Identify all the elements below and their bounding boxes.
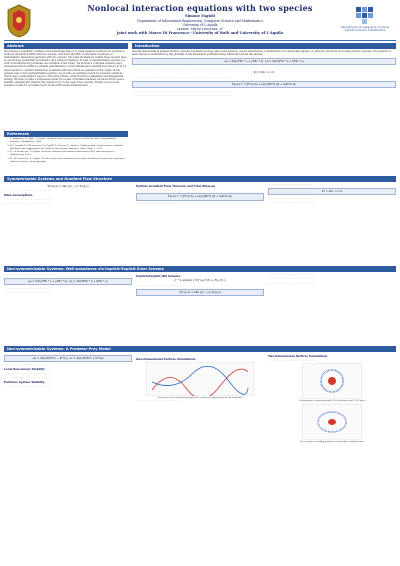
introduction-body: Several phenomena in present physics, cell and population biology, and social sciences, can be described by a distribution of N interacting agents, or particles. We focus on models with two species. The position of each species is determined by the gradient of the interaction potential acting within and across the species. ∂ₜρ = div(ρ∇H₁ * ρ + ρ∇K₁ * η), ∂ₜη = div(η∇H₂ * η + η∇K₂ * ρ) · · · · · · · · · · · · · · · · · · · · · · · · · · · · · · · · · · · · · · · · · · · · · · · · · · · · · · · · · · · · · · · · · · K₂ = αK₁, α > 0 · · · · · · · · · · · · · · · · · · · · · · · · · · · · · · · · · · · · · · · · · · · · · · · · · · · · · · · · · · · · · · · · · · F(ρ,η) = ½∫H₁*ρ dρ + (α/2)∫H₂*η dη + α∫K₁*η dρ · · · · · · · · · · · · · · · · · · · · · · · · · · · · · · · · · · · · · · · · · · · · · · · · · · · · · · · · · · · · · · · · · · · · · · · · · · · · · · · · · · · · · · · · · · · · · · · · · · · · · · · · · · · · · · · · · · · · · · · · · · · · · · · · · · · ·	[132, 50, 396, 174]
pp-col-2: · · · · · · · · · · · · · · · · · · · · · · · · · · · · · · · One-Dimensional Particle Simulations Two-species one-dimensional particle evolution: segregation of the densities. · · · · · · · · · · · · · · · · · · · · · · · · · · · · · · ·	[136, 353, 264, 563]
references-heading: References	[4, 131, 128, 137]
department-logo-text: Dipartimento di Ingegneria e Scienze dell'Informazione e Matematica	[340, 26, 390, 32]
equation-predator: ∂ₜu = div(u∇(H₁*u − K₁*v)), ∂ₜv = div(v∇(H₂*v + K₂*u))	[4, 355, 132, 362]
introduction-heading: Introduction	[132, 43, 396, 49]
intro-text: Several phenomena in present physics, cell and population biology, and social sciences, can be described by a distribution of N interacting agents, or particles. We focus on models with two species. The position of each species is determined by the gradient of the interaction potential acting within and across the species.	[132, 50, 391, 57]
symmetrizable-heading: Symmetrizable Systems and Gradient Flow Structure	[4, 176, 396, 182]
department: Department of Information Engineering, Computer Science and Mathematics	[137, 19, 263, 23]
predator-prey-heading: Non-symmetrizable Systems: A Predator-Prey Model	[4, 346, 396, 352]
authors: Simone Fagioli	[185, 14, 215, 18]
poster-title: Nonlocal interaction equations with two species	[87, 3, 313, 13]
caption-prey-regions: Prey regions avoiding predators and stable configuration.	[299, 439, 365, 443]
equation-wasserstein: W₂²(μ,ν) = min ∫|x − y|² dγ(x,y)	[47, 184, 89, 188]
particles-stability-heading: Particles System Stability	[4, 379, 45, 384]
reference-item: 3. M. Di Francesco, S. Fagioli. Measure solutions for nonlocal interaction PDEs with two species. Nonlinearity, 2013.	[10, 151, 128, 157]
equation-symmetric: K₂ = αK₁, α > 0	[253, 71, 275, 75]
equation-system: ∂ₜρ = div(ρ∇H₁ * ρ + ρ∇K₁ * η), ∂ₜη = div(η∇H₂ * η + η∇K₂ * ρ)	[132, 58, 396, 65]
sym-col-2: Particle Gradient Flow Theorem and Time Blow-up · · · · · · · · · · · · · · · · · · · · · · · · · · · · · · · F(ρ,η) = ½∫H₁*ρ dρ + (α/2)∫H₂*η dη + α∫K₁*η dρ · · · · · · · · · · · · · · · · · · · · · · · · · · · · · · ·	[136, 183, 264, 263]
reference-item: 1. L. Ambrosio, N. Gigli, G. Savaré. Gradient flows in metric spaces and in the space of probability measures. Birkhäuser, 2008.	[10, 138, 128, 144]
caption-predator-prey: Predator-prey simulation with 200 predators and 1000 prey.	[298, 398, 366, 402]
header-divider	[4, 40, 396, 41]
email: simone.fagioli@univaq.it	[176, 27, 224, 31]
predator-prey-plot	[302, 363, 362, 399]
jko-col-3: · · · · · · · · · · · · · · · · · · · · · · · · · · · · · · · · · · · · · · · · · · · · · · · · · · · · · · · · · · · · · · · · · · · · · · · · · · · · · · · · · · · · · · · · · · · · ·	[268, 273, 315, 285]
equation-energy: F(ρ,η) = ½∫H₁*ρ dρ + (α/2)∫H₂*η dη + α∫K₁*η dρ	[132, 81, 396, 88]
jko-col-2: Implicit-Explicit JKO Scheme ρᵏ⁺¹ ∈ argmin { W₂²(ρ,ρᵏ)/2τ + F(ρ,ηᵏ) } · · · · · · · · · · · · · · · · · · · · · · · · · · · · · · · W₂²(μ,ν) = min ∫|x − y|² dγ(x,y)	[136, 273, 264, 343]
department-logo-icon	[336, 5, 394, 43]
main-assumptions-heading: Main assumptions	[4, 193, 33, 197]
joint-work: joint work with Marco Di Francesco - University of Bath and University of L'Aquila	[117, 31, 283, 35]
jko-heading: Implicit-Explicit JKO Scheme	[136, 273, 181, 278]
equation-jko-step: ρᵏ⁺¹ ∈ argmin { W₂²(ρ,ρᵏ)/2τ + F(ρ,ηᵏ) }	[174, 279, 226, 283]
equation-symmetric-repeat: K₂ = αK₁, α > 0	[268, 188, 396, 195]
university-seal-icon	[6, 4, 32, 38]
university: University of L'Aquila	[182, 23, 218, 27]
prey-regions-plot	[302, 404, 362, 440]
two-dim-heading: Two-Dimensional Particle Simulations	[268, 353, 328, 358]
local-stability-heading: Local Non-Linear Stability	[4, 367, 45, 371]
sym-col-1: W₂²(μ,ν) = min ∫|x − y|² dγ(x,y) · · · · · · · · · · · · · · · · · · · · · · · · · · · · · · · Main assumptions · · · · · · · · · · · · · · · · · · · · · · · · · · · · · · · · · · · · · · · · · · · · · · · · · · · · · · · · · · · · · ·	[4, 183, 132, 263]
abstract-text: We present a systematic existence and uniqueness theory of weak measure solutions for systems of nonlocal interaction PDEs with two species, which are the PDE counterpart of systems of deterministic interacting particles with two species. The main motivations behind those models arise in cell biology, pedestrian movements, and opinion formation. In case of symmetrizable systems (i.e. with cross-interaction potentials one multiple of the other), we provide a complete existence and uniqueness theory within (a suitable generalization of) the Wasserstein gradient flow theory in [2,3], which allows to consider interaction potentials with discontinuous gradient at the origin. In the general case of non-symmetrizable systems, we provide an existence result for measure solutions which uses a semi-implicit version of the JKO scheme, which holds in a simplified one-dimensional setting. We then provide a uniqueness result for a class of suitable measure solutions which uses a stability estimate and extends the results in [1] to the case of two species. Finally, we prove an existence result for a predator-prey model with nonlocal interactions.	[4, 50, 127, 88]
reference-item: 2. J.A. Carrillo, M. DiFrancesco, A. Figalli, T. Laurent, D. Slepčev. Global-in-time weak measure solutions and finite-time aggregation for nonlocal interaction equations. Duke Math. J., 2011.	[10, 145, 128, 151]
caption-one-dim: Two-species one-dimensional particle evolution: segregation of the densities.	[157, 395, 243, 399]
abstract-heading: Abstract	[4, 43, 128, 49]
jko-col-1: · · · · · · · · · · · · · · · · · · · · · · · · · · · · · · · ∂ₜρ = div(ρ∇H₁ * ρ + ρ∇K₁ * η), ∂ₜη = div(η∇H₂ * η + η∇K₂ * ρ) · · · · · · · · · · · · · · · · · · · · · · · · · · · · · · · · · · · · · · · · · · · · · · · · · · · · · · · · · · · · · ·	[4, 273, 132, 343]
references-list	[4, 138, 128, 174]
equation-wasserstein-repeat: W₂²(μ,ν) = min ∫|x − y|² dγ(x,y)	[136, 289, 264, 296]
abstract-body	[4, 50, 128, 130]
particle-gf-heading: Particle Gradient Flow Theorem and Time Blow-up	[136, 183, 216, 188]
nonsym-jko-heading: Non-symmetrizable Systems: Well-posedness via Implicit-Explicit Euler Scheme	[4, 266, 396, 272]
one-dim-heading: One-Dimensional Particle Simulations	[136, 356, 196, 361]
pp-col-3: Two-Dimensional Particle Simulations · · · · · · · · · · · · · · · · · · · · · · · · · · · · · · · Predator-prey simulation with 200 predators and 1000 prey. Prey regions avoiding predators and stable configuration.	[268, 353, 396, 563]
reference-item: 4. M. Di Francesco, S. Fagioli. Results on measure solutions for systems of nonlocal interaction equations with two species. In preparation.	[10, 158, 128, 164]
equation-energy-repeat: F(ρ,η) = ½∫H₁*ρ dρ + (α/2)∫H₂*η dη + α∫K₁*η dρ	[136, 193, 264, 200]
sym-col-3: · · · · · · · · · · · · · · · · · · · · · · · · · · · · · · · K₂ = αK₁, α > 0 · · · · · · · · · · · · · · · · · · · · · · · · · · · · · · · · · · · · · · · · · · · · · · · · · · · · · · · · · · · · · ·	[268, 183, 396, 263]
pp-col-1: ∂ₜu = div(u∇(H₁*u − K₁*v)), ∂ₜv = div(v∇(H₂*v + K₂*u)) · · · · · · · · · · · · · · · · · · · · · · · · · · · · · · · Local Non-Linear Stability · · · · · · · · · · · · · · · · · · · · · · · · · · · · · · · · · · · · · · · · · · · · · · · · · · · · · · · · · · · · · · Particles System Stability · · · · · · · · · · · · · · · · · · · · · · · · · · · · · · ·	[4, 353, 132, 563]
equation-system-repeat: ∂ₜρ = div(ρ∇H₁ * ρ + ρ∇K₁ * η), ∂ₜη = div(η∇H₂ * η + η∇K₂ * ρ)	[4, 278, 132, 285]
one-dim-plot	[146, 362, 254, 396]
